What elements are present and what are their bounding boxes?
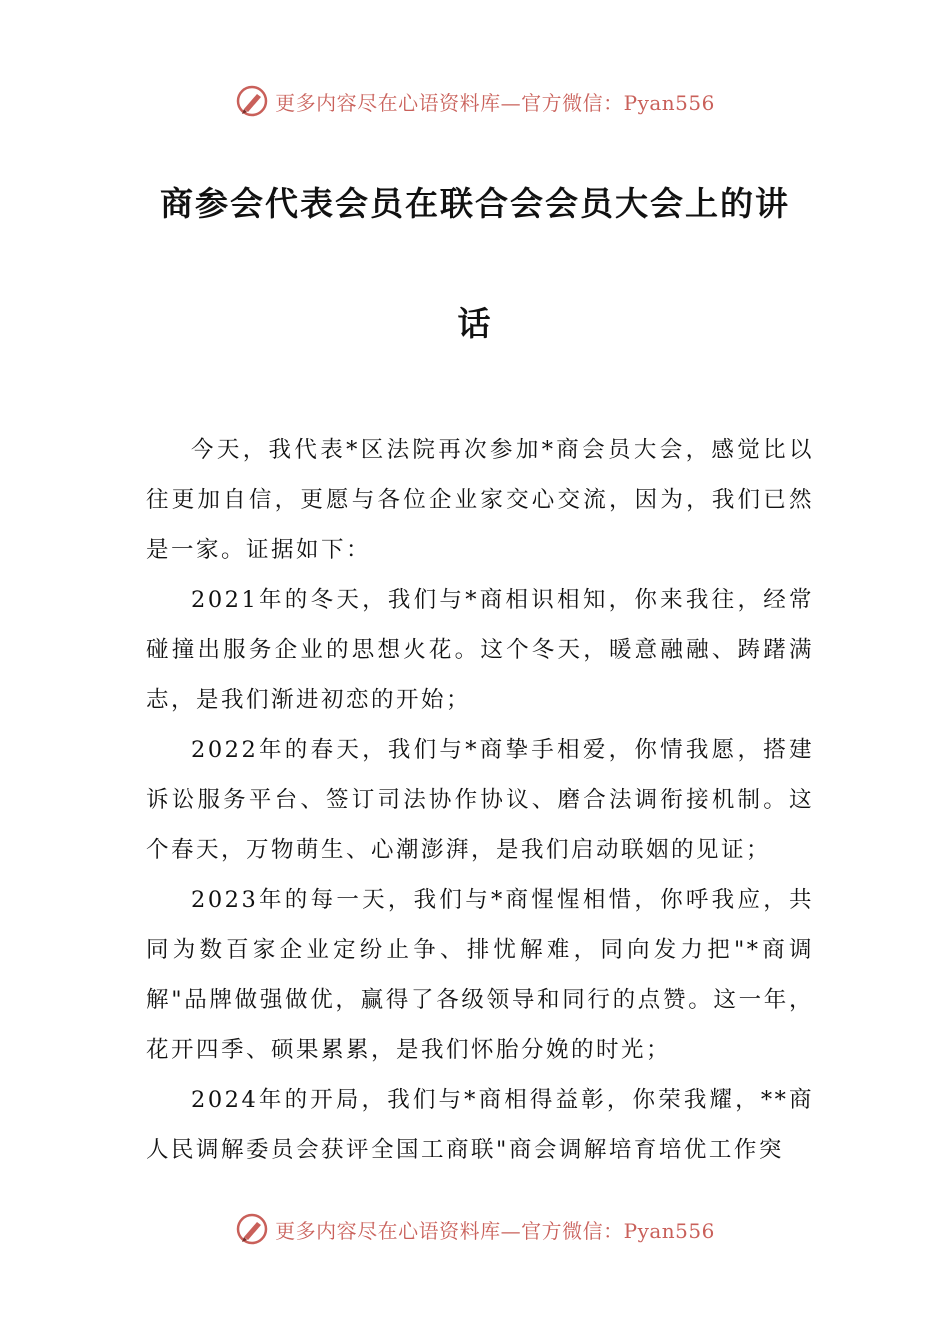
document-body xyxy=(146,425,814,1175)
watermark-header xyxy=(0,84,950,118)
paragraph: 2023年的每一天，我们与*商惺惺相惜，你呼我应，共同为数百家企业定纷止争、排忧解难，同向发力把"*商调解"品牌做强做优，赢得了各级领导和同行的点赞。这一年，花开四季、硕果累累，是我们怀胎分娩的时光； xyxy=(146,887,814,1063)
pen-logo-icon xyxy=(235,84,269,118)
watermark-text: 更多内容尽在心语资料库—官方微信：Pyan556 xyxy=(275,90,715,115)
paragraph: 2022年的春天，我们与*商挚手相爱，你情我愿，搭建诉讼服务平台、签订司法协作协议、磨合法调衔接机制。这个春天，万物萌生、心潮澎湃，是我们启动联姻的见证； xyxy=(146,737,814,863)
paragraph: 2021年的冬天，我们与*商相识相知，你来我往，经常碰撞出服务企业的思想火花。这个冬天，暖意融融、踌躇满志，是我们渐进初恋的开始； xyxy=(146,587,814,713)
paragraph: 2024年的开局，我们与*商相得益彰，你荣我耀，**商人民调解委员会获评全国工商联"商会调解培育培优工作突 xyxy=(146,1087,814,1163)
pen-logo-icon xyxy=(235,1212,269,1246)
watermark-footer xyxy=(0,1212,950,1246)
document-title-line-2: 话 xyxy=(457,304,493,343)
paragraph: 今天，我代表*区法院再次参加*商会员大会，感觉比以往更加自信，更愿与各位企业家交心交流，因为，我们已然是一家。证据如下： xyxy=(146,437,814,563)
watermark-text: 更多内容尽在心语资料库—官方微信：Pyan556 xyxy=(275,1218,715,1243)
document-title-line-1: 商参会代表会员在联合会会员大会上的讲 xyxy=(160,184,790,223)
